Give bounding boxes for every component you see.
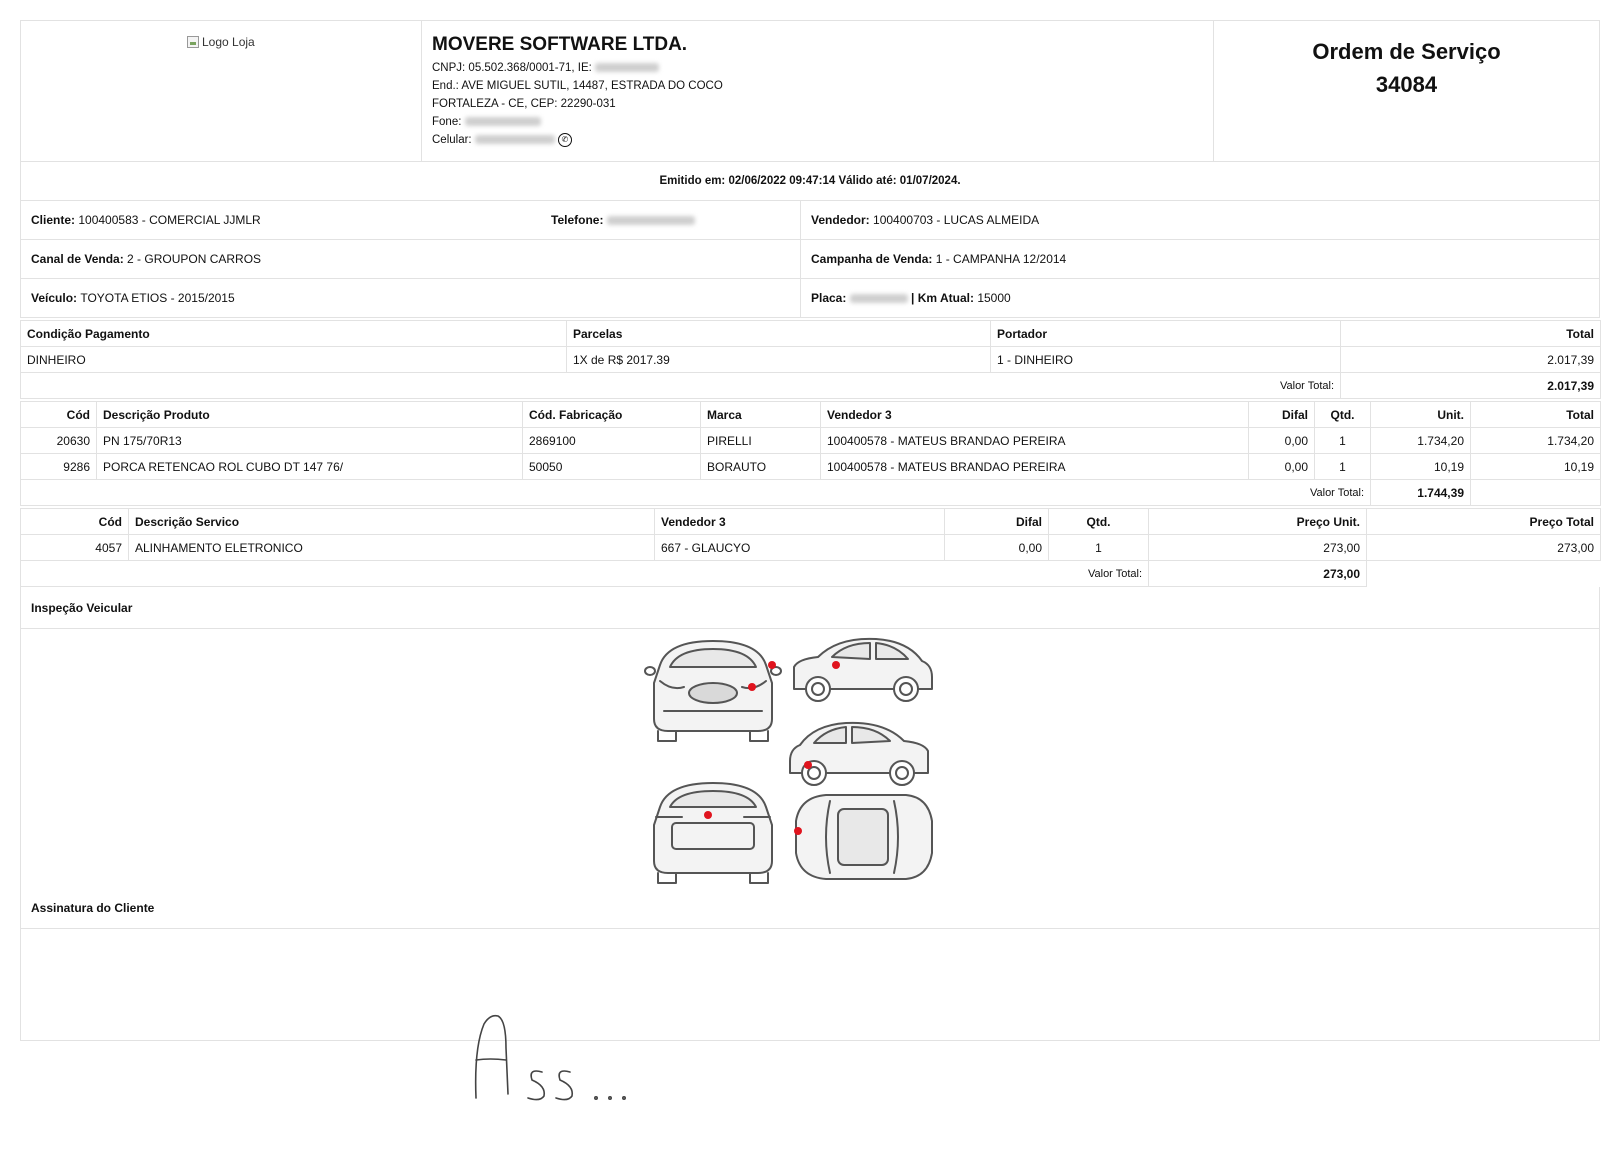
company-info [422,21,1214,161]
inspection-area [20,629,1600,887]
doc-title: Ordem de Serviço [1312,39,1501,64]
car-top-view [796,795,932,879]
table-row: 4057 ALINHAMENTO ELETRONICO 667 - GLAUCYO 0,00 1 273,00 273,00 [21,535,1601,561]
payment-table [20,320,1601,399]
payment-total-value: 2.017,39 [1341,373,1601,399]
vehicle-diagram [638,631,938,889]
campaign-value: 1 - CAMPANHA 12/2014 [935,252,1067,266]
company-cnpj: CNPJ: 05.502.368/0001-71, IE: [432,59,1203,77]
doc-number: 34084 [1375,72,1438,97]
signature-title: Assinatura do Cliente [20,887,1600,929]
services-header-row: Cód Descrição Servico Vendedor 3 Difal Qtd. Preço Unit. Preço Total [21,509,1601,535]
client-phone-redacted [607,216,695,225]
products-table [20,401,1601,506]
plate-redacted [850,294,908,303]
company-mobile: Celular: ✆ [432,131,1203,149]
document-title [1214,21,1599,161]
car-side-view-left [790,723,928,785]
whatsapp-icon: ✆ [558,133,572,147]
damage-marker [794,827,802,835]
vehicle-line: Veículo: TOYOTA ETIOS - 2015/2015 Placa: | Km Atual: 15000 [20,279,1600,318]
products-total-row: Valor Total: 1.744,39 [21,480,1601,506]
payment-total-row: Valor Total: 2.017,39 [21,373,1601,399]
damage-marker [804,761,812,769]
channel-line: Canal de Venda: 2 - GROUPON CARROS Campanha de Venda: 1 - CAMPANHA 12/2014 [20,240,1600,279]
document-header [20,20,1600,162]
company-address: End.: AVE MIGUEL SUTIL, 14487, ESTRADA DO COCO [432,80,723,92]
services-total-value: 273,00 [1149,561,1367,587]
issued-line: Emitido em: 02/06/2022 09:47:14 Válido até: 01/07/2024. [20,162,1600,201]
car-side-view-right [794,639,932,701]
payment-header-row: Condição Pagamento Parcelas Portador Total [21,321,1601,347]
table-row: DINHEIRO 1X de R$ 2017.39 1 - DINHEIRO 2.017,39 [21,347,1601,373]
products-header-row: Cód Descrição Produto Cód. Fabricação Marca Vendedor 3 Difal Qtd. Unit. Total [21,402,1601,428]
client-line: Cliente: 100400583 - COMERCIAL JJMLR Telefone: Vendedor: 100400703 - LUCAS ALMEIDA [20,201,1600,240]
km-value: 15000 [977,291,1011,305]
company-city: FORTALEZA - CE, CEP: 22290-031 [432,98,616,110]
signature-scribble [470,1008,650,1108]
vehicle-value: TOYOTA ETIOS - 2015/2015 [80,291,235,305]
channel-value: 2 - GROUPON CARROS [127,252,262,266]
damage-marker [748,683,756,691]
company-phone: Fone: [432,113,1203,131]
logo-area [21,21,422,161]
broken-image-icon [187,36,199,48]
seller-value: 100400703 - LUCAS ALMEIDA [873,213,1040,227]
services-table [20,508,1601,587]
table-row: 9286 PORCA RETENCAO ROL CUBO DT 147 76/ 50050 BORAUTO 100400578 - MATEUS BRANDAO PEREIRA 0,00 1 10,19 10,19 [21,454,1601,480]
products-total-value: 1.744,39 [1371,480,1471,506]
signature-box [20,929,1600,1041]
table-row: 20630 PN 175/70R13 2869100 PIRELLI 100400578 - MATEUS BRANDAO PEREIRA 0,00 1 1.734,20 1.734,20 [21,428,1601,454]
services-total-row: Valor Total: 273,00 [21,561,1601,587]
inspection-title: Inspeção Veicular [20,587,1600,629]
client-value: 100400583 - COMERCIAL JJMLR [78,213,261,227]
car-rear-view [654,783,772,883]
company-name: MOVERE SOFTWARE LTDA. [432,34,688,55]
damage-marker [704,811,712,819]
car-front-view [645,641,781,741]
store-logo [187,35,255,49]
logo-alt-text: Logo Loja [202,35,255,49]
damage-marker [832,661,840,669]
damage-marker [768,661,776,669]
